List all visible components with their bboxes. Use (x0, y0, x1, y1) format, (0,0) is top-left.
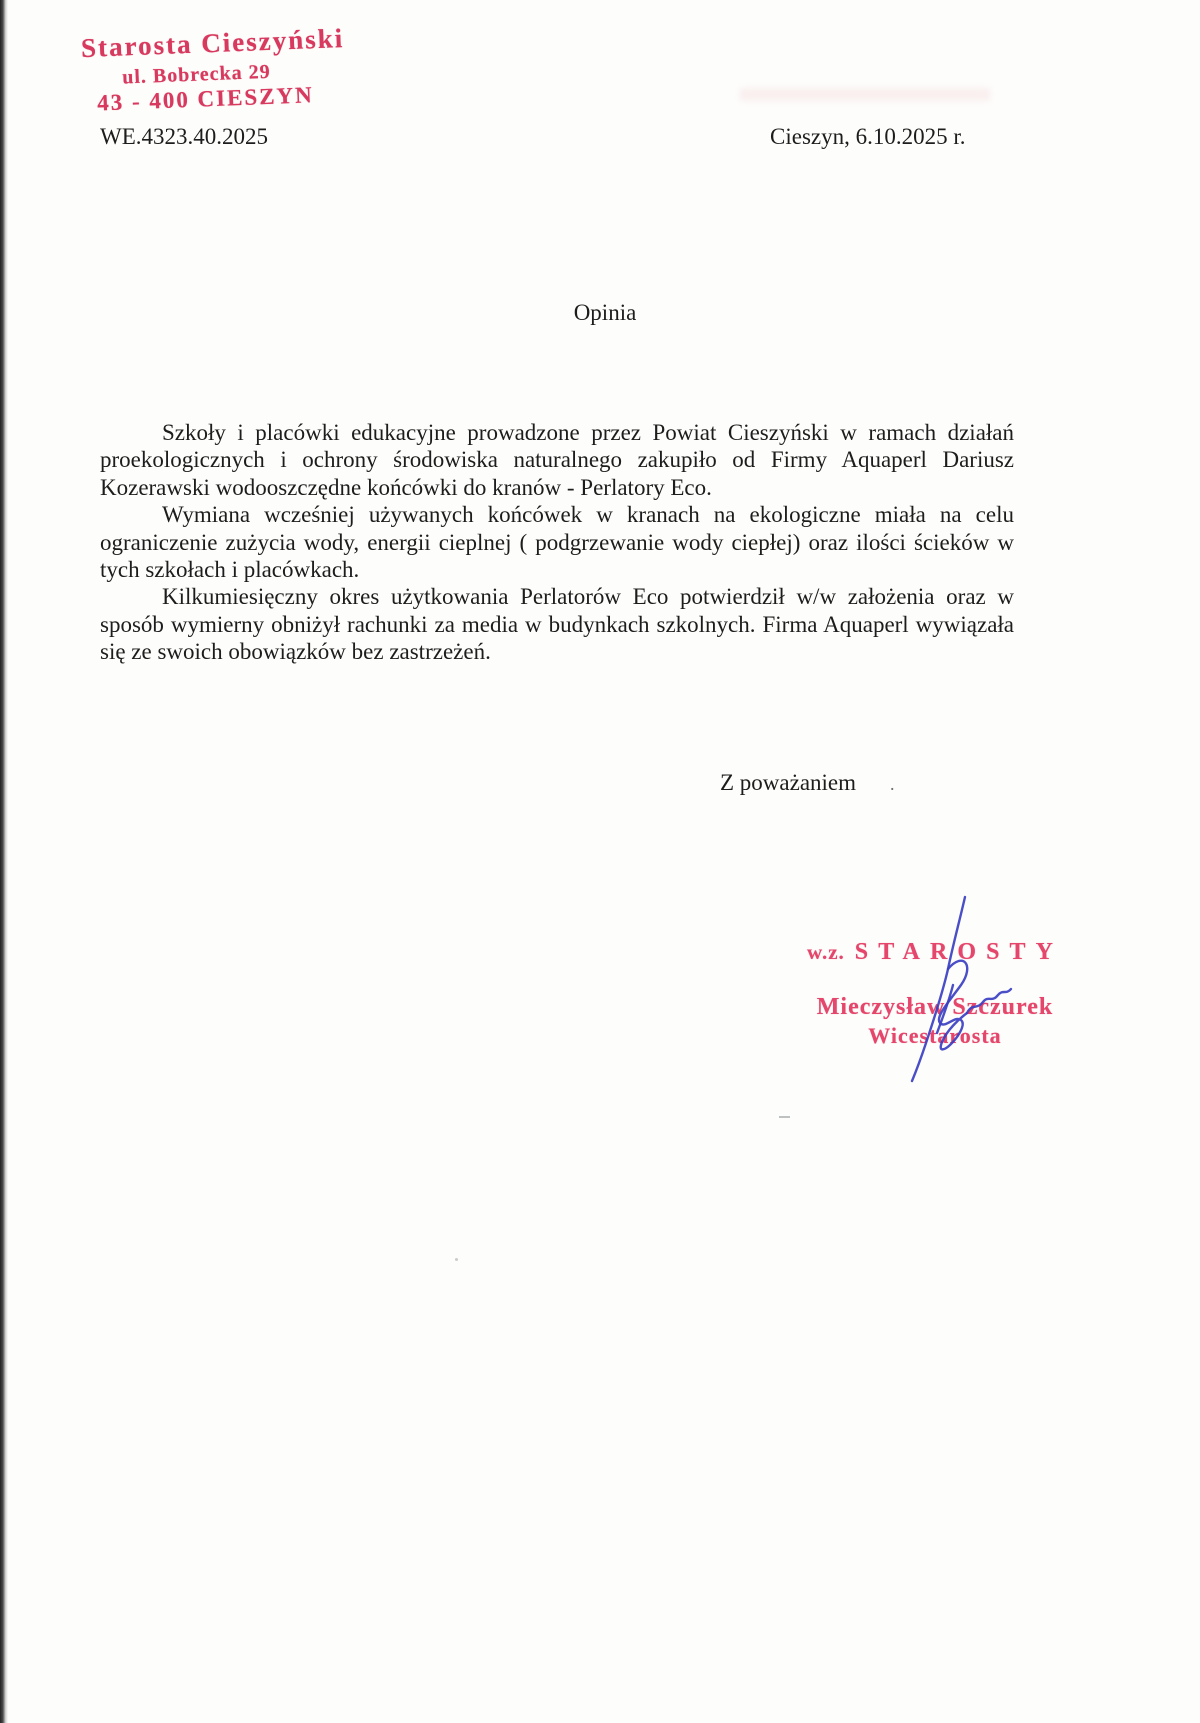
scan-artifact (455, 1258, 458, 1261)
place-and-date: Cieszyn, 6.10.2025 r. (770, 124, 966, 149)
sender-street: ul. Bobrecka 29 (121, 60, 272, 89)
signature-prefix: w.z. (806, 940, 845, 964)
letter-body (100, 419, 1014, 666)
scan-artifact (740, 88, 990, 101)
handwritten-signature-icon (893, 893, 1013, 1085)
paragraph: Kilkumiesięczny okres użytkowania Perlatorów Eco potwierdził w/w założenia oraz w sposób wymierny obniżył rachunki za media w budynkach szkolnych. Firma Aquaperl wywiązała się ze swoich obowiązków bez zastrzeżeń. (100, 584, 1014, 665)
signature-position: Wicestarosta (868, 1023, 1002, 1048)
scan-artifact (779, 1116, 790, 1118)
reference-number: WE.4323.40.2025 (100, 124, 269, 149)
paragraph: Wymiana wcześniej używanych końcówek w kranach na ekologiczne miała na celu ograniczenie zużycia wody, energii cieplnej ( podgrzewanie wody ciepłej) oraz ilości ścieków w tych szkołach i placówkach. (100, 502, 1014, 583)
closing-salutation (720, 770, 895, 796)
paragraph: Szkoły i placówki edukacyjne prowadzone przez Powiat Cieszyński w ramach działań proekologicznych i ochrony środowiska naturalnego zakupiło od Firmy Aquaperl Dariusz Kozerawski wodooszczędne końcówki do kranów - Perlatory Eco. (100, 420, 1014, 500)
signature-office: STAROSTY (854, 939, 1064, 965)
scan-edge-shadow (0, 0, 8, 1723)
document-title: Opinia (573, 300, 637, 325)
sender-city: 43 - 400 CIESZYN (96, 82, 315, 116)
sender-name: Starosta Cieszyński (80, 22, 345, 64)
scan-artifact: . (890, 774, 895, 794)
closing-text: Z poważaniem (720, 770, 857, 795)
sender-address-stamp (80, 22, 347, 116)
signature-name: Mieczysław Szczurek (816, 994, 1054, 1020)
